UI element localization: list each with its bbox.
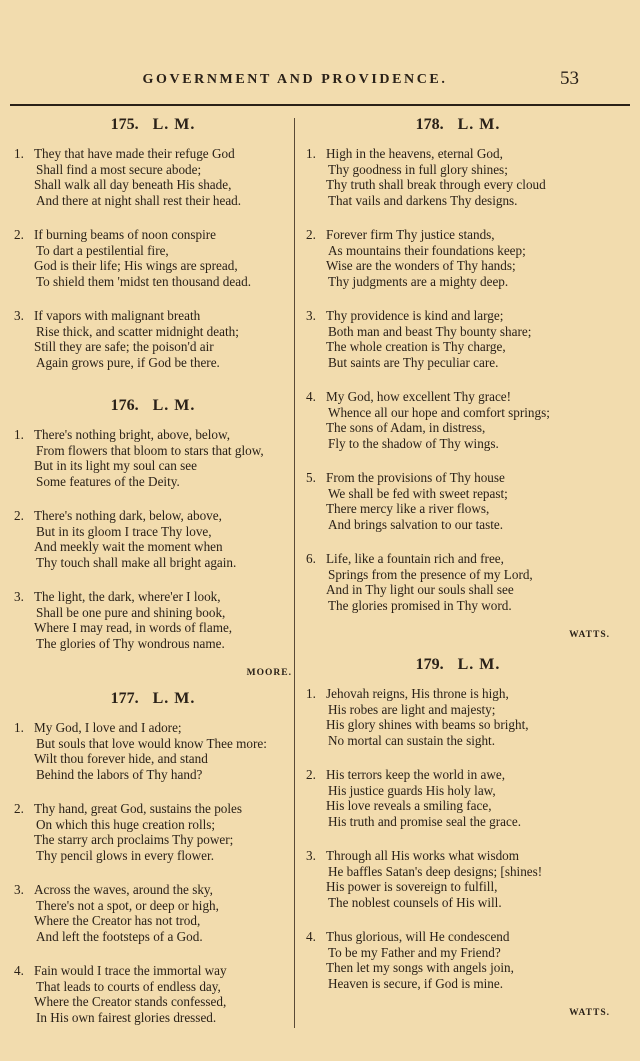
hymn-heading [306,654,610,676]
hymn-meter: L. M. [152,690,196,707]
stanza-number: 1. [14,427,24,442]
stanza [14,508,292,570]
verse-line: The light, the dark, where'er I look, [34,589,221,604]
hymn-number: 175. [110,116,139,133]
verse-line: Still they are safe; the poison'd air [34,339,214,354]
verse-line: Thy truth shall break through every cloud [326,177,546,192]
stanza-number: 1. [14,720,24,735]
hymn-meter: L. M. [457,656,501,673]
hymn-number: 179. [415,656,444,673]
header-rule [10,104,630,106]
stanza-number: 4. [306,389,316,404]
verse-line: Again grows pure, if God be there. [36,354,220,370]
verse-line: The glories promised in Thy word. [328,597,512,613]
verse-line: Both man and beast Thy bounty share; [328,323,532,339]
verse-line: From flowers that bloom to stars that glow, [36,442,264,458]
stanza-number: 1. [306,686,316,701]
stanza [14,308,292,370]
hymn-author: MOORE. [246,668,292,678]
verse-line: He baffles Satan's deep designs; [shines! [328,863,543,879]
verse-line: Shall find a most secure abode; [36,161,202,177]
verse-line: To shield them 'midst ten thousand dead. [36,273,251,289]
verse-line: His love reveals a smiling face, [326,798,492,813]
verse-line: And there at night shall rest their head. [36,192,242,208]
verse-line: That vails and darkens Thy designs. [328,192,518,208]
verse-line: And brings salvation to our taste. [328,516,504,532]
verse-line: Across the waves, around the sky, [34,882,213,897]
hymn-author: WATTS. [569,630,610,640]
verse-line: The noblest counsels of His will. [328,894,502,910]
verse-line: The starry arch proclaims Thy power; [34,832,234,847]
page-number: 53 [560,68,579,89]
verse-line: Rise thick, and scatter midnight death; [36,323,239,339]
verse-line: Then let my songs with angels join, [326,960,514,975]
hymn-author: WATTS. [569,1008,610,1018]
stanza [306,848,610,910]
stanza [14,801,292,863]
verse-line: Shall walk all day beneath His shade, [34,177,232,192]
verse-line: The sons of Adam, in distress, [326,420,486,435]
verse-line: There's not a spot, or deep or high, [36,897,219,913]
hymn-meter: L. M. [152,397,196,414]
verse-line: Springs from the presence of my Lord, [328,566,533,582]
stanza-number: 1. [306,146,316,161]
running-title: GOVERNMENT AND PROVIDENCE. [142,72,448,87]
verse-line: There's nothing dark, below, above, [34,508,222,523]
hymn-heading [14,688,292,710]
verse-line: Thy providence is kind and large; [326,308,504,323]
verse-line: Whence all our hope and comfort springs; [328,404,550,420]
verse-line: Thus glorious, will He condescend [326,929,510,944]
hymn-177 [14,688,292,1044]
stanza [306,389,610,451]
verse-line: There's nothing bright, above, below, [34,427,230,442]
verse-line: His terrors keep the world in awe, [326,767,506,782]
stanza [306,686,610,748]
stanza-number: 6. [306,551,316,566]
stanza-number: 3. [14,882,24,897]
stanza [14,589,292,651]
verse-line: Thy goodness in full glory shines; [328,161,508,177]
verse-line: Heaven is secure, if God is mine. [328,975,504,991]
hymn-176 [14,395,292,678]
stanza [14,963,292,1025]
stanza-number: 2. [306,767,316,782]
verse-line: Life, like a fountain rich and free, [326,551,504,566]
stanza [306,767,610,829]
stanza [306,146,610,208]
hymn-number: 177. [110,690,139,707]
stanza [14,227,292,289]
stanza [14,720,292,782]
stanza [14,146,292,208]
verse-line: His justice guards His holy law, [328,782,496,798]
verse-line: Some features of the Deity. [36,473,180,489]
verse-line: Jehovah reigns, His throne is high, [326,686,509,701]
stanza-number: 4. [306,929,316,944]
page-header [0,66,640,92]
hymn-heading [306,114,610,136]
column-divider [294,118,295,1028]
hymn-178 [306,114,610,640]
verse-line: But in its gloom I trace Thy love, [36,523,212,539]
verse-line: In His own fairest glories dressed. [36,1009,217,1025]
verse-line: Fly to the shadow of Thy wings. [328,435,499,451]
verse-line: His truth and promise seal the grace. [328,813,521,829]
hymn-heading [14,114,292,136]
verse-line: We shall be fed with sweet repast; [328,485,508,501]
verse-line: God is their life; His wings are spread, [34,258,238,273]
verse-line: To dart a pestilential fire, [36,242,169,258]
verse-line: Wise are the wonders of Thy hands; [326,258,516,273]
verse-line: No mortal can sustain the sight. [328,732,496,748]
hymn-meter: L. M. [152,116,196,133]
verse-line: There mercy like a river flows, [326,501,490,516]
verse-line: Where the Creator stands confessed, [34,994,227,1009]
verse-line: That leads to courts of endless day, [36,978,221,994]
stanza-number: 2. [14,801,24,816]
verse-line: To be my Father and my Friend? [328,944,501,960]
verse-line: Shall be one pure and shining book, [36,604,226,620]
stanza-number: 2. [14,508,24,523]
verse-line: His glory shines with beams so bright, [326,717,529,732]
verse-line: Thy pencil glows in every flower. [36,847,214,863]
hymn-number: 178. [415,116,444,133]
stanza-number: 2. [14,227,24,242]
stanza [306,929,610,991]
verse-line: And left the footsteps of a God. [36,928,203,944]
stanza-number: 3. [14,308,24,323]
verse-line: His robes are light and majesty; [328,701,496,717]
verse-line: As mountains their foundations keep; [328,242,526,258]
stanza-number: 3. [306,308,316,323]
verse-line: On which this huge creation rolls; [36,816,216,832]
verse-line: Thy judgments are a mighty deep. [328,273,509,289]
verse-line: Behind the labors of Thy hand? [36,766,203,782]
verse-line: My God, how excellent Thy grace! [326,389,512,404]
stanza [14,882,292,944]
verse-line: From the provisions of Thy house [326,470,505,485]
stanza-number: 3. [306,848,316,863]
verse-line: Where the Creator has not trod, [34,913,201,928]
stanza-number: 2. [306,227,316,242]
verse-line: But saints are Thy peculiar care. [328,354,499,370]
hymn-179 [306,654,610,1018]
verse-line: But souls that love would know Thee more: [36,735,267,751]
stanza-number: 1. [14,146,24,161]
stanza-number: 5. [306,470,316,485]
verse-line: Where I may read, in words of flame, [34,620,233,635]
verse-line: And meekly wait the moment when [34,539,223,554]
stanza [306,227,610,289]
verse-line: They that have made their refuge God [34,146,235,161]
hymn-175 [14,114,292,389]
stanza-number: 4. [14,963,24,978]
verse-line: Thy hand, great God, sustains the poles [34,801,243,816]
stanza [14,427,292,489]
verse-line: The glories of Thy wondrous name. [36,635,225,651]
verse-line: Through all His works what wisdom [326,848,520,863]
hymn-heading [14,395,292,417]
hymn-meter: L. M. [457,116,501,133]
verse-line: High in the heavens, eternal God, [326,146,503,161]
verse-line: If vapors with malignant breath [34,308,201,323]
verse-line: Fain would I trace the immortal way [34,963,227,978]
verse-line: Forever firm Thy justice stands, [326,227,495,242]
verse-line: My God, I love and I adore; [34,720,182,735]
stanza [306,308,610,370]
verse-line: Thy touch shall make all bright again. [36,554,237,570]
verse-line: Wilt thou forever hide, and stand [34,751,208,766]
verse-line: If burning beams of noon conspire [34,227,217,242]
stanza [306,551,610,613]
verse-line: And in Thy light our souls shall see [326,582,514,597]
verse-line: His power is sovereign to fulfill, [326,879,498,894]
hymn-number: 176. [110,397,139,414]
stanza [306,470,610,532]
verse-line: The whole creation is Thy charge, [326,339,506,354]
stanza-number: 3. [14,589,24,604]
verse-line: But in its light my soul can see [34,458,198,473]
